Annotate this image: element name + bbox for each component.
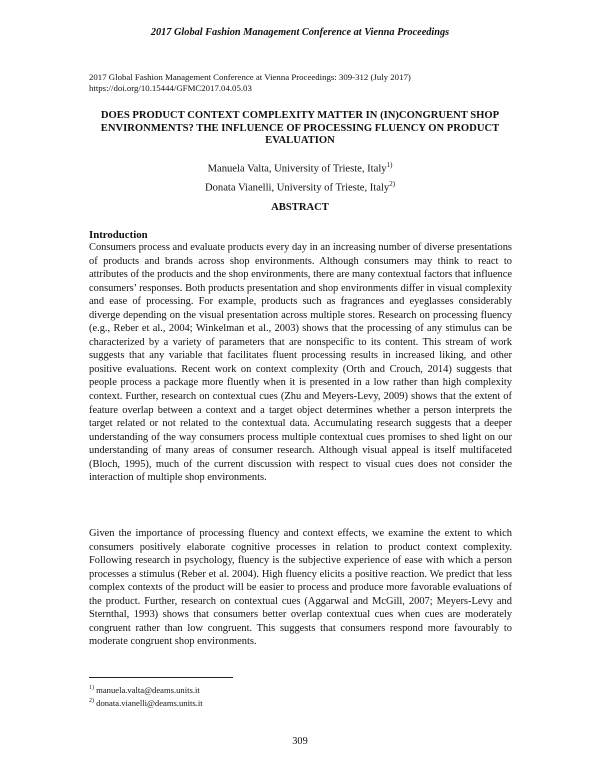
footnote-divider [89, 677, 233, 678]
running-head: 2017 Global Fashion Management Conference at Vienna Proceedings [150, 27, 450, 38]
author-list [89, 158, 511, 195]
section-heading-introduction: Introduction [89, 229, 148, 241]
citation-line: 2017 Global Fashion Management Conference at Vienna Proceedings: 309-312 (July 2017) [89, 72, 411, 82]
footnote [89, 696, 203, 708]
paper-title: DOES PRODUCT CONTEXT COMPLEXITY MATTER IN (IN)CONGRUENT SHOP ENVIRONMENTS? THE INFLUENCE OF PROCESSING FLUENCY ON PRODUCT EVALUATION [100, 110, 500, 147]
citation-block [89, 72, 519, 94]
footnote [89, 683, 200, 695]
footnote-mark: 1) [89, 685, 94, 691]
body-paragraph: Consumers process and evaluate products every day in an increasing number of diverse presentations of products and brands across shop environments. Although consumers may think to react to attributes of the products and the shop environments, there are many contextual factors that influence consumers’ responses. Both products presentation and shop environments differ in visual complexity and ease of processing. For example, products such as fragrances and eyeglasses considerably diverge depending on the visual presentation across multiple stores. Research on processing fluency (e.g., Reber et al., 2004; Winkelman et al., 2003) shows that the processing of any stimulus can be characterized by a variety of parameters that are nonspecific to its content. This stream of work suggests that any variable that facilitates fluent processing results in increased liking, and other positive evaluations. Recent work on context complexity (Orth and Crouch, 2014) suggests that people process a package more fluently when it is presented in a low rather than high complexity context. Further, research on contextual cues (Zhu and Meyers-Levy, 2009) shows that the extent of feature overlap between a context and a target object determines whether a person interprets the target related or not related to the contextual data. Accumulating research suggests that a deeper understanding of the way consumers process multiple contextual cues promises to shed light on our understanding of many areas of consumer research. Although visual appeal is itself multifaceted (Bloch, 1995), much of the current discussion with respect to visual cues does not consider the interaction of multiple shop environments. [89, 242, 512, 484]
author-footnote-mark: 2) [389, 179, 396, 188]
author-name: Manuela Valta, University of Trieste, Italy [207, 163, 387, 175]
author-line [89, 177, 511, 196]
page-number: 309 [292, 736, 308, 747]
author-footnote-mark: 1) [386, 161, 393, 169]
author-line [89, 158, 511, 177]
footnote-email[interactable]: manuela.valta@deams.units.it [96, 684, 200, 695]
author-name: Donata Vianelli, University of Trieste, Italy [204, 182, 390, 194]
doi-link[interactable]: https://doi.org/10.15444/GFMC2017.04.05.03 [89, 83, 252, 93]
footnote-mark: 2) [89, 698, 94, 704]
body-paragraph: Given the importance of processing fluency and context effects, we examine the extent to which consumers positively elaborate cognitive processes in relation to product context complexity. Following research in psychology, fluency is the subjective experience of ease with which a person processes a stimulus (Reber et al. 2004). High fluency elicits a positive reaction. We predict that less complex contexts of the product will be easier to process and produce more favorable evaluations of the product. Further, research on contextual cues (Aggarwal and McGill, 2007; Meyers-Levy and Sternthal, 1993) shows that consumers better overlap contextual cues when cues are moderately congruent rather than low congruent. This suggests that consumers respond more favourably to moderate congruent shop environments. [89, 528, 512, 648]
abstract-heading: ABSTRACT [271, 202, 329, 213]
footnote-email[interactable]: donata.vianelli@deams.units.it [96, 697, 203, 708]
